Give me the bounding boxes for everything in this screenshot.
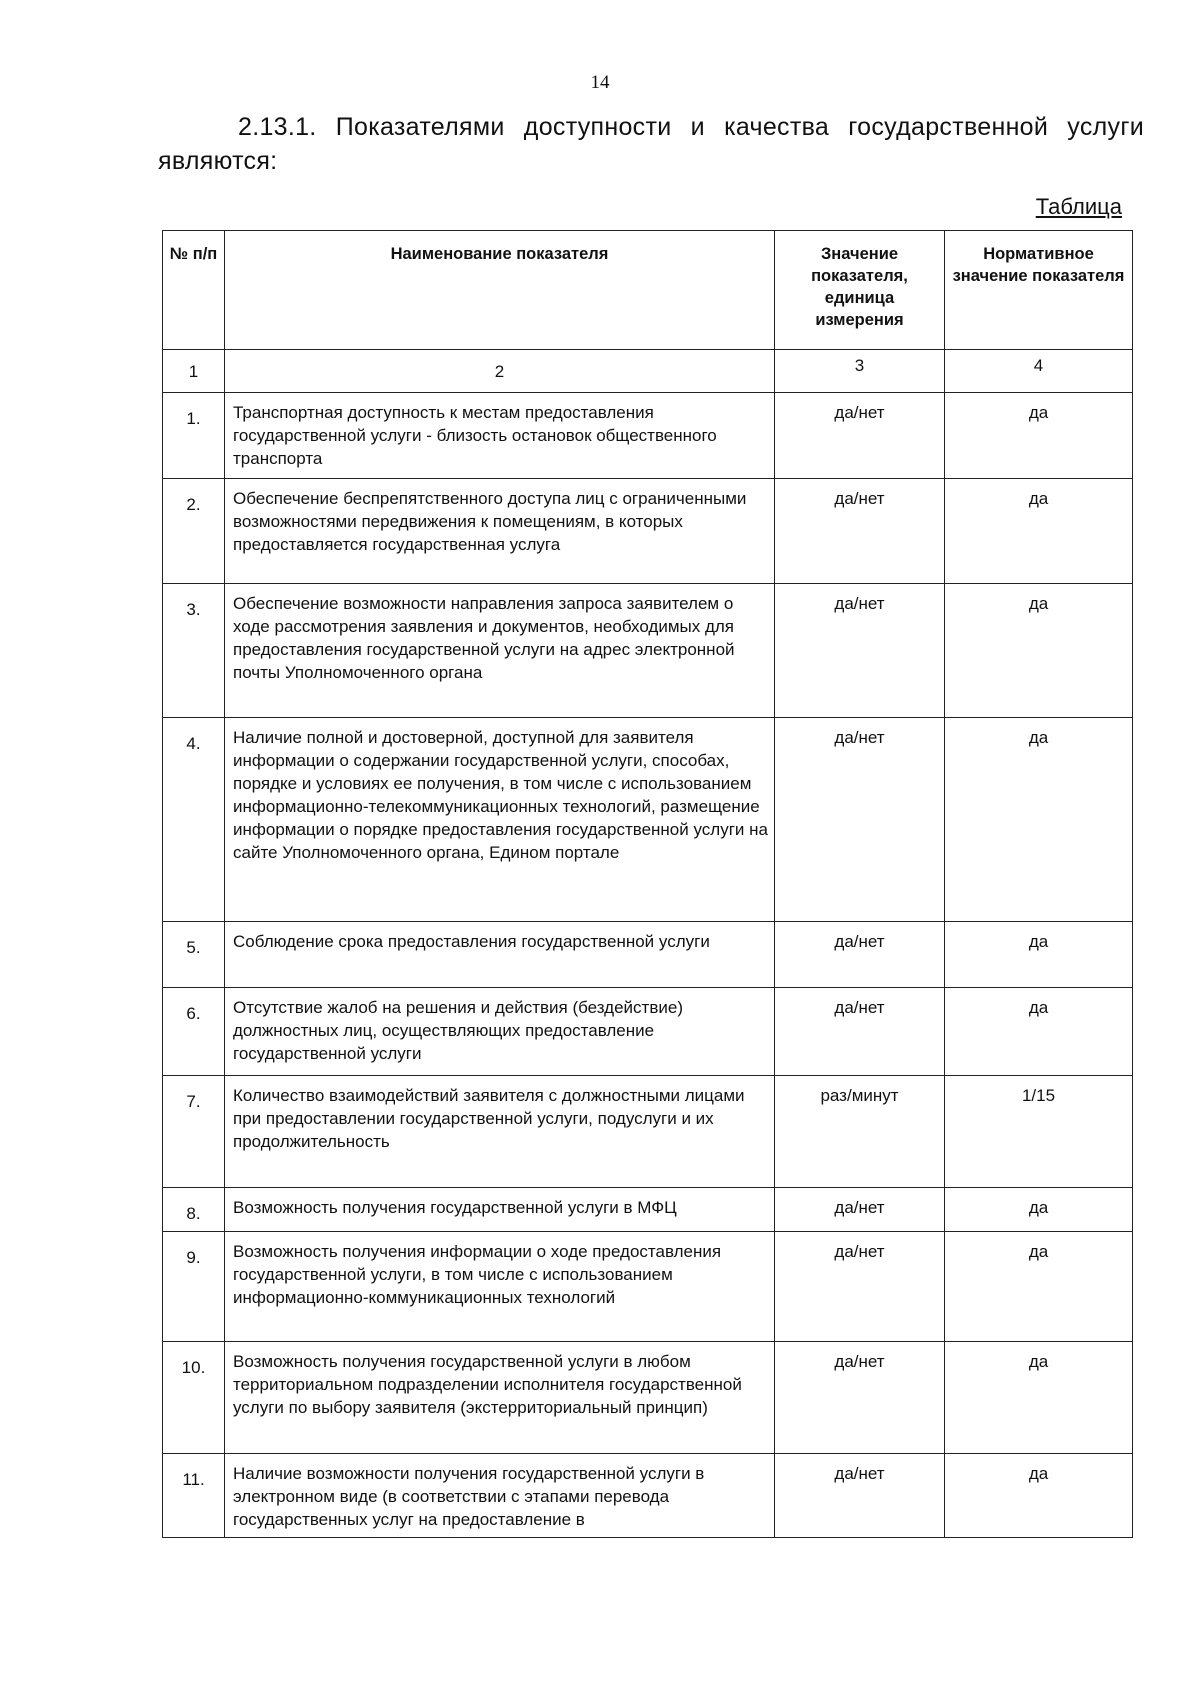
indicator-name: Отсутствие жалоб на решения и действия (бездействие) должностных лиц, осуществляющих предоставление государственной услуги — [225, 988, 775, 1076]
indicators-table — [162, 230, 1133, 1538]
row-number: 8. — [163, 1188, 225, 1232]
indicator-name: Наличие полной и достоверной, доступной для заявителя информации о содержании государственной услуги, способах, порядке и условиях ее получения, в том числе с использованием информационно-телекоммуникационных технологий, размещение информации о порядке предоставления государственной услуги на сайте Уполномоченного органа, Едином портале — [225, 718, 775, 922]
table-row — [163, 1454, 1133, 1538]
indicator-norm: да — [945, 988, 1133, 1076]
indicator-value: да/нет — [775, 1342, 945, 1454]
intro-paragraph: 2.13.1. Показателями доступности и качества государственной услуги являются: — [158, 113, 1144, 175]
indicator-value: да/нет — [775, 479, 945, 584]
row-number: 7. — [163, 1076, 225, 1188]
indicator-norm: да — [945, 584, 1133, 718]
header-num: № п/п — [163, 231, 225, 350]
row-number: 4. — [163, 718, 225, 922]
indicator-value: да/нет — [775, 1454, 945, 1538]
column-index-row — [163, 350, 1133, 393]
indicator-norm: да — [945, 1342, 1133, 1454]
indicator-norm: да — [945, 1188, 1133, 1232]
indicator-name: Возможность получения государственной услуги в МФЦ — [225, 1188, 775, 1232]
column-index: 4 — [945, 350, 1133, 393]
indicator-norm: да — [945, 479, 1133, 584]
column-index: 2 — [225, 350, 775, 393]
row-number: 9. — [163, 1232, 225, 1342]
table-row — [163, 393, 1133, 479]
indicator-value: да/нет — [775, 1232, 945, 1342]
table-caption: Таблица — [1035, 194, 1122, 219]
table-row — [163, 718, 1133, 922]
indicator-value: да/нет — [775, 393, 945, 479]
page-number: 14 — [590, 72, 610, 93]
column-index: 1 — [163, 350, 225, 393]
indicator-norm: да — [945, 922, 1133, 988]
indicator-name: Соблюдение срока предоставления государственной услуги — [225, 922, 775, 988]
indicator-value: раз/минут — [775, 1076, 945, 1188]
table-row — [163, 922, 1133, 988]
row-number: 6. — [163, 988, 225, 1076]
header-norm: Нормативное значение показателя — [945, 231, 1133, 350]
indicator-value: да/нет — [775, 1188, 945, 1232]
row-number: 11. — [163, 1454, 225, 1538]
row-number: 1. — [163, 393, 225, 479]
indicator-value: да/нет — [775, 922, 945, 988]
table-row — [163, 1232, 1133, 1342]
row-number: 3. — [163, 584, 225, 718]
table-row — [163, 988, 1133, 1076]
table-row — [163, 479, 1133, 584]
indicator-norm: 1/15 — [945, 1076, 1133, 1188]
column-index: 3 — [775, 350, 945, 393]
indicator-name: Возможность получения информации о ходе предоставления государственной услуги, в том числе с использованием информационно-коммуникационных технологий — [225, 1232, 775, 1342]
table-row — [163, 1188, 1133, 1232]
row-number: 10. — [163, 1342, 225, 1454]
row-number: 2. — [163, 479, 225, 584]
indicator-name: Количество взаимодействий заявителя с должностными лицами при предоставлении государственной услуги, подуслуги и их продолжительность — [225, 1076, 775, 1188]
indicator-norm: да — [945, 1232, 1133, 1342]
indicator-norm: да — [945, 718, 1133, 922]
indicator-name: Обеспечение возможности направления запроса заявителем о ходе рассмотрения заявления и документов, необходимых для предоставления государственной услуги на адрес электронной почты Уполномоченного органа — [225, 584, 775, 718]
header-name: Наименование показателя — [225, 231, 775, 350]
indicator-name: Наличие возможности получения государственной услуги в электронном виде (в соответствии с этапами перевода государственных услуг на предоставление в — [225, 1454, 775, 1538]
table-header-row — [163, 231, 1133, 350]
table-row — [163, 1076, 1133, 1188]
row-number: 5. — [163, 922, 225, 988]
header-value: Значение показателя, единица измерения — [775, 231, 945, 350]
indicator-value: да/нет — [775, 988, 945, 1076]
indicator-value: да/нет — [775, 718, 945, 922]
table-row — [163, 1342, 1133, 1454]
indicator-value: да/нет — [775, 584, 945, 718]
indicator-norm: да — [945, 1454, 1133, 1538]
indicator-name: Транспортная доступность к местам предоставления государственной услуги - близость остановок общественного транспорта — [225, 393, 775, 479]
indicator-name: Возможность получения государственной услуги в любом территориальном подразделении исполнителя государственной услуги по выбору заявителя (экстерриториальный принцип) — [225, 1342, 775, 1454]
indicator-name: Обеспечение беспрепятственного доступа лиц с ограниченными возможностями передвижения к помещениям, в которых предоставляется государственная услуга — [225, 479, 775, 584]
table-row — [163, 584, 1133, 718]
indicator-norm: да — [945, 393, 1133, 479]
